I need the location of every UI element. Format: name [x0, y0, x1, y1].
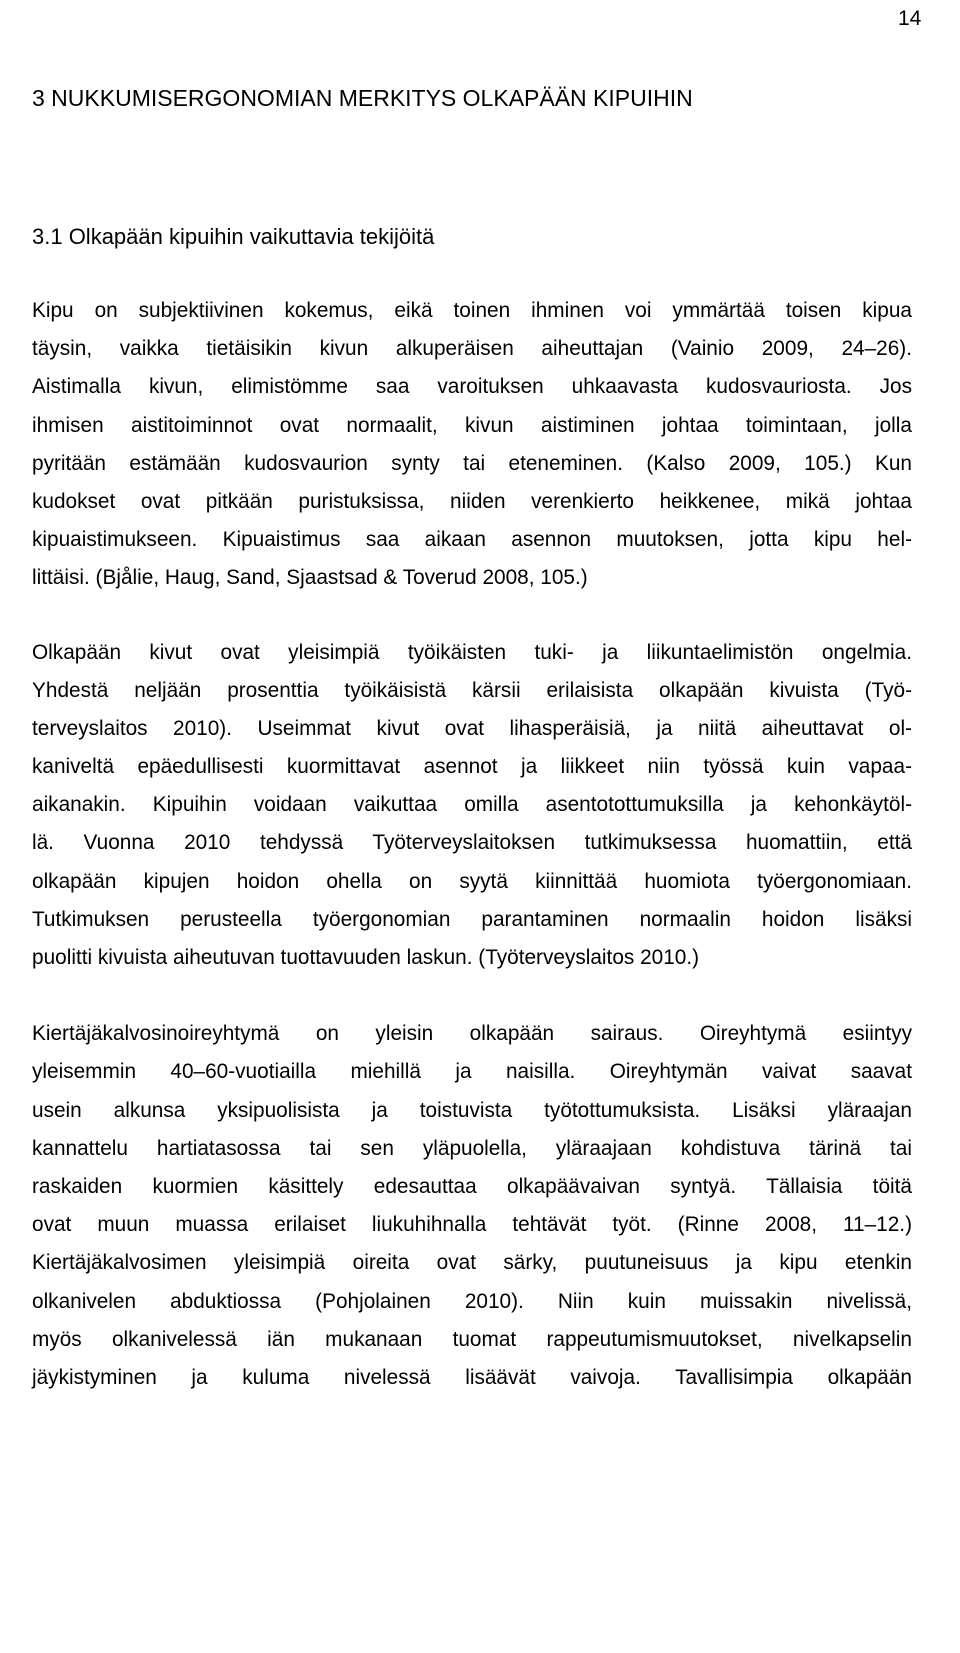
text-line: puolitti kivuista aiheutuvan tuottavuuden laskun. (Työterveyslaitos 2010.): [32, 946, 700, 969]
text-line: aikanakin. Kipuihin voidaan vaikuttaa omilla asentotottumuksilla ja kehonkäytöl-: [32, 793, 912, 817]
text-line: lä. Vuonna 2010 tehdyssä Työterveyslaitoksen tutkimuksessa huomattiin, että: [32, 831, 912, 855]
text-line: Tutkimuksen perusteella työergonomian parantaminen normaalin hoidon lisäksi: [32, 907, 912, 931]
text-line: Kipu on subjektiivinen kokemus, eikä toinen ihminen voi ymmärtää toisen kipua: [32, 299, 912, 322]
text-line: kannattelu hartiatasossa tai sen yläpuolella, yläraajaan kohdistuva tärinä tai: [32, 1136, 912, 1160]
text-line: olkanivelen abduktiossa (Pohjolainen 2010). Niin kuin muissakin nivelissä,: [32, 1289, 912, 1313]
text-line: kipuaistimukseen. Kipuaistimus saa aikaan asennon muutoksen, jotta kipu hel-: [32, 528, 912, 552]
text-line: pyritään estämään kudosvaurion synty tai eteneminen. (Kalso 2009, 105.) Kun: [32, 451, 912, 475]
text-line: Yhdestä neljään prosenttia työikäisistä kärsii erilaisista olkapään kivuista (Työ-: [32, 678, 912, 702]
text-line: usein alkunsa yksipuolisista ja toistuvista työtottumuksista. Lisäksi yläraajan: [32, 1098, 912, 1122]
text-line: terveyslaitos 2010). Useimmat kivut ovat lihasperäisiä, ja niitä aiheuttavat ol-: [32, 716, 912, 740]
paragraph-rotator-cuff: [32, 1015, 912, 1397]
text-line: raskaiden kuormien käsittely edesauttaa olkapäävaivan syntyä. Tällaisia töitä: [32, 1174, 912, 1198]
text-line: myös olkanivelessä iän mukanaan tuomat rappeutumismuutokset, nivelkapselin: [32, 1327, 912, 1351]
chapter-title: 3 NUKKUMISERGONOMIAN MERKITYS OLKAPÄÄN KIPUIHIN: [32, 85, 693, 111]
text-line: täysin, vaikka tietäisikin kivun alkuperäisen aiheuttajan (Vainio 2009, 24–26).: [32, 337, 912, 361]
document-body: [32, 82, 912, 1397]
page-number: 14: [898, 7, 922, 30]
paragraph-pain-definition: [32, 292, 912, 598]
text-line: ovat muun muassa erilaiset liukuhihnalla tehtävät työt. (Rinne 2008, 11–12.): [32, 1213, 912, 1237]
text-line: littäisi. (Bjålie, Haug, Sand, Sjaastsad & Toverud 2008, 105.): [32, 566, 588, 590]
section-title: 3.1 Olkapään kipuihin vaikuttavia tekijöitä: [32, 224, 435, 249]
text-line: olkapään kipujen hoidon ohella on syytä kiinnittää huomiota työergonomiaan.: [32, 869, 912, 893]
paragraph-shoulder-pain: [32, 634, 912, 978]
text-line: yleisemmin 40–60-vuotiailla miehillä ja naisilla. Oireyhtymän vaivat saavat: [32, 1060, 912, 1084]
text-line: kaniveltä epäedullisesti kuormittavat asennot ja liikkeet niin työssä kuin vapaa-: [32, 755, 912, 779]
text-line: Aistimalla kivun, elimistömme saa varoituksen uhkaavasta kudosvauriosta. Jos: [32, 375, 912, 399]
text-line: kudokset ovat pitkään puristuksissa, niiden verenkierto heikkenee, mikä johtaa: [32, 489, 912, 513]
text-line: Kiertäjäkalvosimen yleisimpiä oireita ovat särky, puutuneisuus ja kipu etenkin: [32, 1251, 912, 1275]
text-line: ihmisen aistitoiminnot ovat normaalit, kivun aistiminen johtaa toimintaan, jolla: [32, 413, 912, 437]
text-line: jäykistyminen ja kuluma nivelessä lisäävät vaivoja. Tavallisimpia olkapään: [32, 1365, 912, 1389]
text-line: Kiertäjäkalvosinoireyhtymä on yleisin olkapään sairaus. Oireyhtymä esiintyy: [32, 1022, 912, 1046]
text-line: Olkapään kivut ovat yleisimpiä työikäisten tuki- ja liikuntaelimistön ongelmia.: [32, 640, 912, 664]
